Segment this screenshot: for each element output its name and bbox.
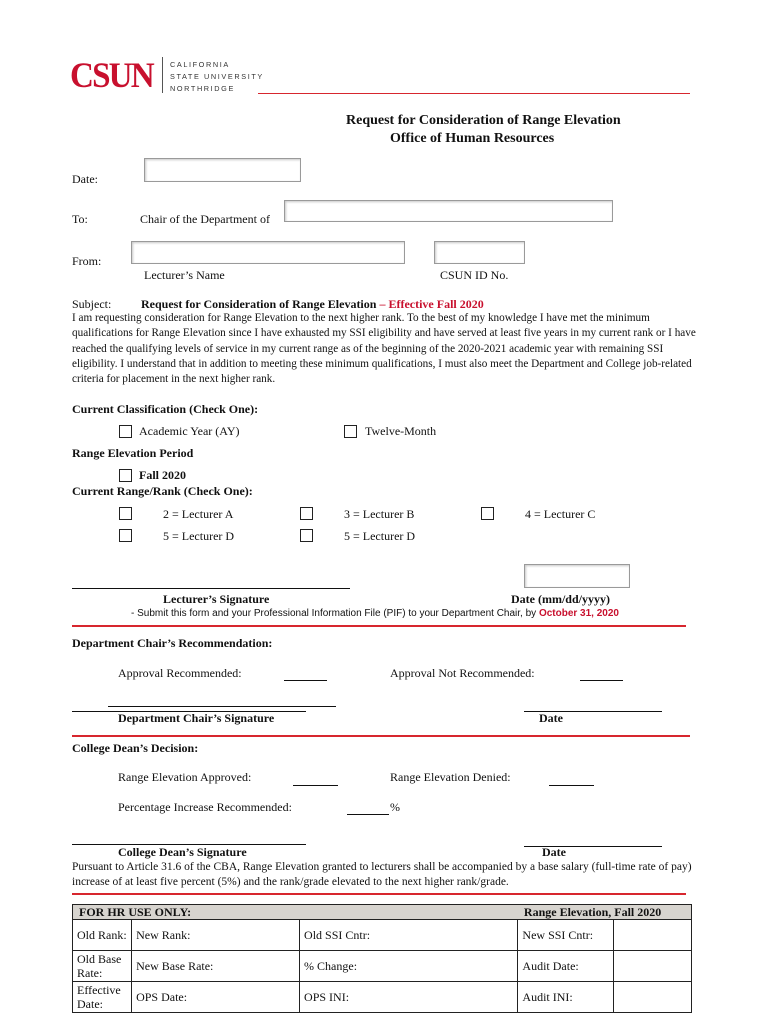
approval-not-recommended-line[interactable] — [580, 680, 623, 681]
chair-of-department-label: Chair of the Department of — [140, 212, 270, 226]
csun-logo: CSUN — [70, 55, 153, 95]
subject-label: Subject: — [72, 297, 112, 311]
submission-instruction — [131, 608, 619, 619]
lecturer-signature-line[interactable] — [72, 588, 350, 589]
new-base-rate-cell[interactable]: New Base Rate: — [132, 951, 300, 982]
cba-note: Pursuant to Article 31.6 of the CBA, Range Elevation granted to lecturers shall be accompanied by a base salary (full-time rate of pay) increase of at least five percent (5%) and the rank/grade elevated to the next higher rank/grade. — [72, 861, 692, 889]
department-field[interactable] — [284, 200, 613, 222]
lecturer-d-checkbox[interactable] — [119, 529, 132, 542]
approval-recommended-line[interactable] — [284, 680, 327, 681]
dean-date-label: Date — [542, 845, 566, 859]
lecturer-name-caption: Lecturer’s Name — [144, 268, 225, 282]
hr-table-header-right — [518, 905, 692, 920]
empty-cell[interactable] — [613, 920, 691, 951]
twelve-month-checkbox[interactable] — [344, 425, 357, 438]
range-elevation-denied-line[interactable] — [549, 785, 594, 786]
audit-date-cell[interactable]: Audit Date: — [518, 951, 613, 982]
audit-ini-cell[interactable]: Audit INI: — [518, 982, 613, 1013]
instruction-text: - Submit this form and your Professional Information File (PIF) to your Department Chair, by — [131, 608, 537, 619]
new-rank-cell[interactable]: New Rank: — [132, 920, 300, 951]
chair-signature-label: Department Chair’s Signature — [118, 711, 275, 725]
from-label: From: — [72, 254, 102, 268]
lecturer-b-label: 3 = Lecturer B — [344, 507, 415, 521]
old-ssi-cntr-cell[interactable]: Old SSI Cntr: — [300, 920, 518, 951]
lecturer-c-checkbox[interactable] — [481, 507, 494, 520]
lecturer-name-field[interactable] — [131, 241, 405, 264]
range-elevation-approved-label: Range Elevation Approved: — [118, 770, 252, 784]
deadline-text: October 31, 2020 — [538, 608, 619, 619]
csun-id-caption: CSUN ID No. — [440, 268, 509, 282]
logo-line-2: STATE UNIVERSITY — [170, 72, 264, 81]
lecturer-d-alt-checkbox[interactable] — [300, 529, 313, 542]
logo-line-1: CALIFORNIA — [170, 60, 230, 69]
old-rank-cell[interactable]: Old Rank: — [73, 920, 132, 951]
hr-table-header-left: FOR HR USE ONLY: — [73, 905, 518, 920]
chair-heading: Department Chair’s Recommendation: — [72, 636, 273, 650]
approval-not-recommended-label: Approval Not Recommended: — [390, 666, 535, 680]
range-elevation-approved-line[interactable] — [293, 785, 338, 786]
subject-line — [141, 297, 484, 312]
hr-table-header-right-text: Range Elevation, Fall 2020 — [523, 905, 662, 919]
approval-recommended-label: Approval Recommended: — [118, 666, 242, 680]
csun-id-field[interactable] — [434, 241, 525, 264]
to-label: To: — [72, 212, 88, 226]
fall-2020-label: Fall 2020 — [139, 468, 186, 482]
percentage-increase-label: Percentage Increase Recommended: — [118, 800, 292, 814]
form-subtitle: Office of Human Resources — [390, 131, 555, 146]
chair-date-label: Date — [539, 711, 563, 725]
hr-use-table — [72, 904, 692, 1013]
subject-dash: – — [379, 297, 386, 311]
lecturer-a-checkbox[interactable] — [119, 507, 132, 520]
date-field[interactable] — [144, 158, 301, 182]
lecturer-date-field[interactable] — [524, 564, 630, 588]
ops-date-cell[interactable]: OPS Date: — [132, 982, 300, 1013]
date-label: Date: — [72, 172, 98, 186]
classification-heading: Current Classification (Check One): — [72, 402, 259, 416]
empty-cell[interactable] — [613, 951, 691, 982]
dean-heading: College Dean’s Decision: — [72, 741, 199, 755]
chair-signature-line-upper — [108, 706, 336, 707]
percent-change-cell[interactable]: % Change: — [300, 951, 518, 982]
header-rule — [258, 93, 690, 94]
subject-title: Request for Consideration of Range Elevation — [141, 297, 377, 311]
academic-year-label: Academic Year (AY) — [139, 424, 240, 438]
section-divider-3 — [72, 893, 686, 895]
lecturer-a-label: 2 = Lecturer A — [163, 507, 234, 521]
empty-cell[interactable] — [613, 982, 691, 1013]
logo-line-3: NORTHRIDGE — [170, 84, 235, 93]
form-title: Request for Consideration of Range Elevation — [346, 113, 621, 128]
subject-effective: Effective Fall 2020 — [388, 297, 484, 311]
twelve-month-label: Twelve-Month — [365, 424, 437, 438]
range-rank-heading: Current Range/Rank (Check One): — [72, 484, 253, 498]
dean-signature-label: College Dean’s Signature — [118, 845, 247, 859]
lecturer-signature-label: Lecturer’s Signature — [163, 592, 270, 606]
fall-2020-checkbox[interactable] — [119, 469, 132, 482]
body-paragraph: I am requesting consideration for Range Elevation to the next higher rank. To the best of my knowledge I have met the minimum qualifications for Range Elevation since I have exhausted my SSI eligibility and have served at least five years in my current rank or I have reached the qualifying levels of service in my current range as of the beginning of the 2020-2021 academic year with remaining SSI eligibility. I understand that in addition to meeting these minimum qualifications, I must also meet the Department and College job-related criteria for placement in the next higher rank. — [72, 312, 696, 386]
section-divider-2 — [72, 735, 690, 737]
percent-sign: % — [390, 800, 400, 814]
lecturer-d-label: 5 = Lecturer D — [163, 529, 235, 543]
range-period-heading: Range Elevation Period — [72, 446, 194, 460]
effective-date-cell[interactable]: Effective Date: — [73, 982, 132, 1013]
academic-year-checkbox[interactable] — [119, 425, 132, 438]
percentage-increase-line[interactable] — [347, 814, 389, 815]
old-base-rate-cell[interactable]: Old Base Rate: — [73, 951, 132, 982]
range-elevation-denied-label: Range Elevation Denied: — [390, 770, 511, 784]
lecturer-c-label: 4 = Lecturer C — [525, 507, 596, 521]
new-ssi-cntr-cell[interactable]: New SSI Cntr: — [518, 920, 613, 951]
lecturer-date-label: Date (mm/dd/yyyy) — [511, 592, 610, 606]
logo-divider — [162, 57, 163, 93]
section-divider-1 — [72, 625, 686, 627]
ops-ini-cell[interactable]: OPS INI: — [300, 982, 518, 1013]
lecturer-b-checkbox[interactable] — [300, 507, 313, 520]
lecturer-d-alt-label: 5 = Lecturer D — [344, 529, 416, 543]
